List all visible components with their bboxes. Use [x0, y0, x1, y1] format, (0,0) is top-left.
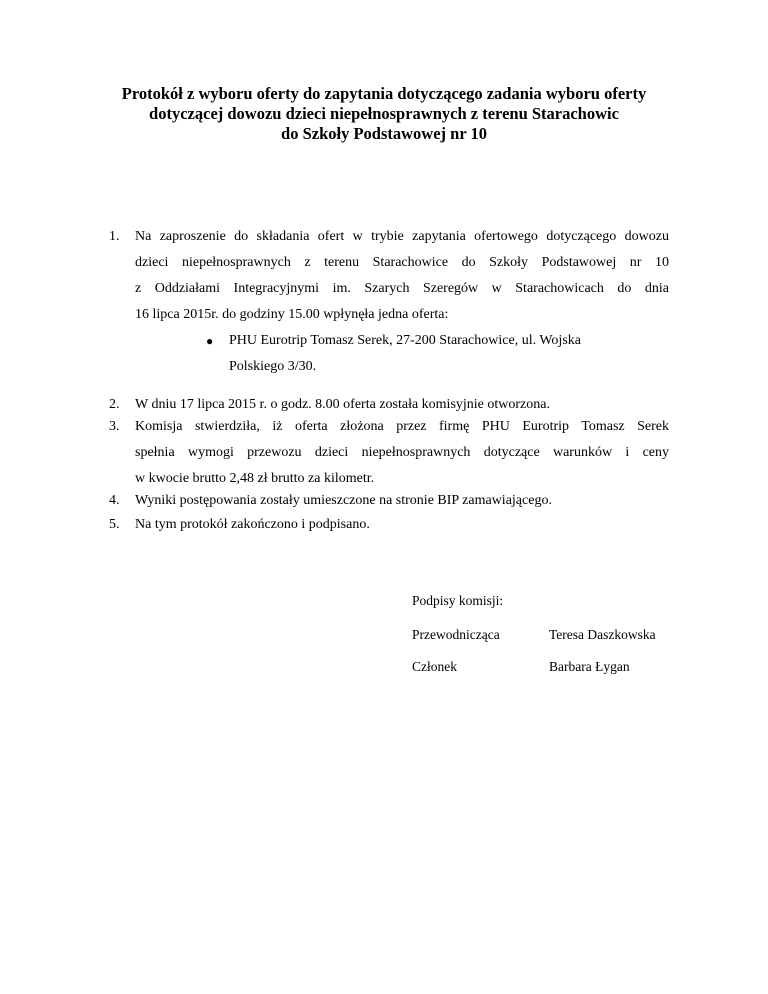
item-line: w kwocie brutto 2,48 zł brutto za kilometr. — [135, 471, 375, 486]
item-number: 3. — [109, 419, 120, 434]
item-line: dzieci niepełnosprawnych z terenu Starachowice do Szkoły Podstawowej nr 10 — [135, 255, 669, 270]
item-line: W dniu 17 lipca 2015 r. o godz. 8.00 oferta została komisyjnie otworzona. — [135, 397, 550, 412]
member-role: Członek — [412, 659, 457, 674]
item-line: Na tym protokół zakończono i podpisano. — [135, 517, 370, 532]
item-line: Wyniki postępowania zostały umieszczone na stronie BIP zamawiającego. — [135, 493, 552, 508]
item-text — [135, 512, 669, 538]
item-line: spełnia wymogi przewozu dzieci niepełnosprawnych dotyczące warunków i ceny — [135, 445, 669, 460]
item-text — [135, 488, 669, 514]
item-number: 4. — [109, 493, 120, 508]
signature-heading: Podpisy komisji: — [412, 593, 504, 608]
member-name: Barbara Łygan — [549, 659, 630, 674]
item-text — [135, 224, 669, 328]
member-role: Przewodnicząca — [412, 627, 500, 642]
member-name: Teresa Daszkowska — [549, 627, 656, 642]
document-title — [40, 84, 728, 144]
item-text — [135, 414, 669, 492]
bullet-line: PHU Eurotrip Tomasz Serek, 27-200 Starachowice, ul. Wojska — [229, 333, 581, 348]
item-number: 2. — [109, 397, 120, 412]
item-line: 16 lipca 2015r. do godziny 15.00 wpłynęła jedna oferta: — [135, 307, 449, 322]
item-number: 1. — [109, 229, 120, 244]
title-line: Protokół z wyboru oferty do zapytania dotyczącego zadania wyboru oferty — [121, 84, 647, 103]
title-line: do Szkoły Podstawowej nr 10 — [281, 124, 487, 143]
item-line: Komisja stwierdziła, iż oferta złożona przez firmę PHU Eurotrip Tomasz Serek — [135, 419, 669, 434]
bullet-line: Polskiego 3/30. — [229, 359, 317, 374]
item-line: z Oddziałami Integracyjnymi im. Szarych Szeregów w Starachowicach do dnia — [135, 281, 669, 296]
title-line: dotyczącej dowozu dzieci niepełnosprawnych z terenu Starachowic — [149, 104, 619, 123]
item-line: Na zaproszenie do składania ofert w trybie zapytania ofertowego dotyczącego dowozu — [135, 229, 669, 244]
bullet-icon: ● — [206, 334, 214, 348]
item-number: 5. — [109, 517, 120, 532]
bullet-text — [229, 328, 649, 380]
